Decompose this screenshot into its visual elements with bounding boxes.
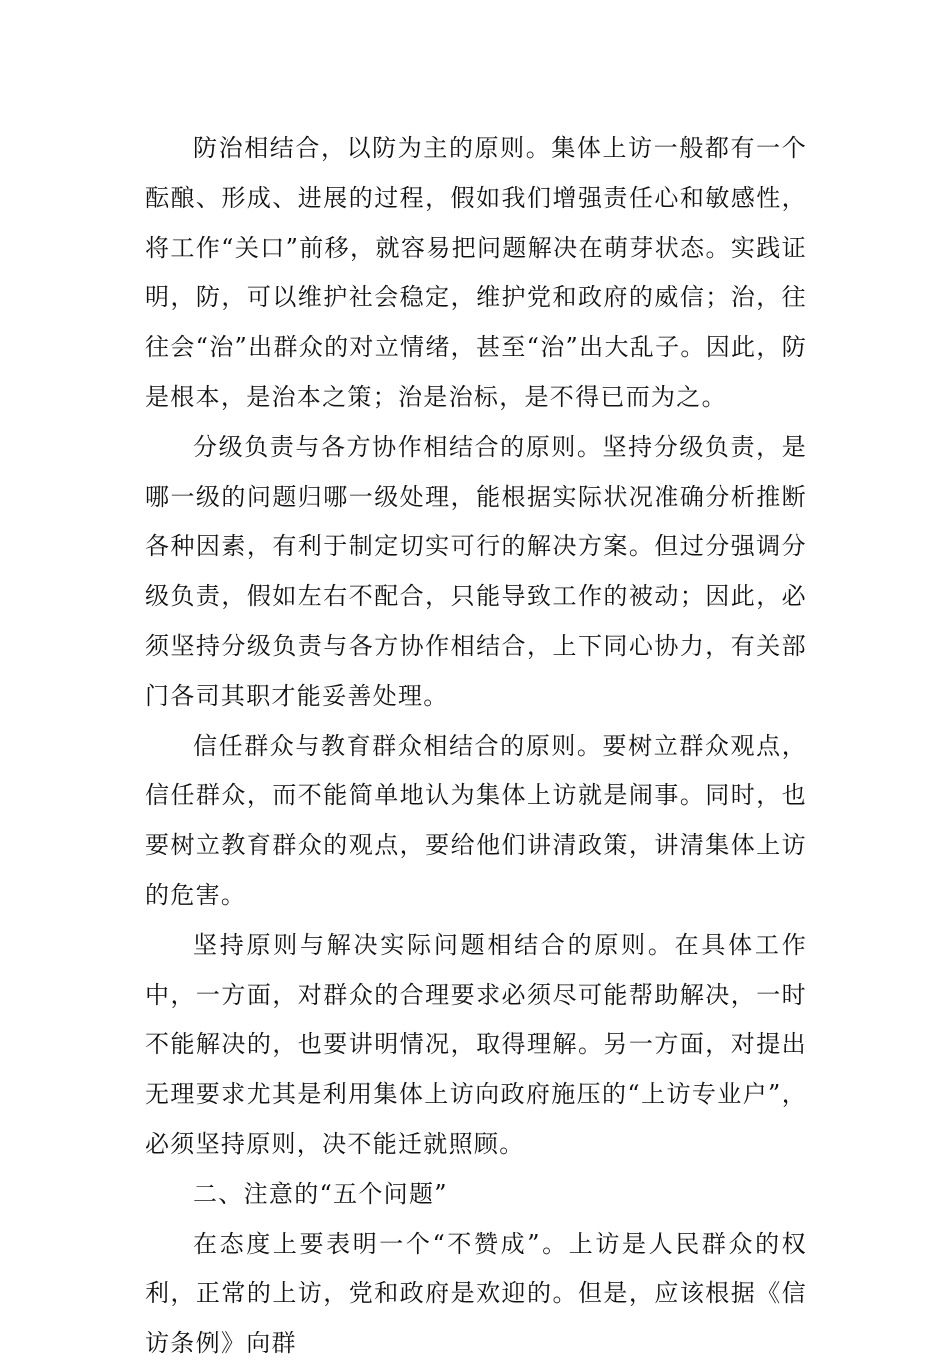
paragraph-attitude: 在态度上要表明一个“不赞成”。上访是人民群众的权利，正常的上访，党和政府是欢迎的。但是，应该根据《信访条例》向群 bbox=[145, 1229, 807, 1358]
paragraph-graded-responsibility-principle: 分级负责与各方协作相结合的原则。坚持分级负责，是哪一级的问题归哪一级处理，能根据实际状况准确分析推断各种因素，有利于制定切实可行的解决方案。但过分强调分级负责，假如左右不配合，只能导致工作的被动；因此，必须坚持分级负责与各方协作相结合，上下同心协力，有关部门各司其职才能妥善处理。 bbox=[145, 432, 807, 710]
section-heading-five-issues: 二、注意的“五个问题” bbox=[193, 1179, 448, 1208]
document-body bbox=[145, 124, 807, 1369]
paragraph-prevention-principle: 防治相结合，以防为主的原则。集体上访一般都有一个酝酿、形成、进展的过程，假如我们增强责任心和敏感性，将工作“关口”前移，就容易把问题解决在萌芽状态。实践证明，防，可以维护社会稳定，维护党和政府的威信；治，往往会“治”出群众的对立情绪，甚至“治”出大乱子。因此，防是根本，是治本之策；治是治标，是不得已而为之。 bbox=[145, 134, 807, 411]
paragraph-trust-education-principle: 信任群众与教育群众相结合的原则。要树立群众观点，信任群众，而不能简单地认为集体上访就是闹事。同时，也要树立教育群众的观点，要给他们讲清政策，讲清集体上访的危害。 bbox=[145, 731, 807, 909]
paragraph-principle-practical-problems: 坚持原则与解决实际问题相结合的原则。在具体工作中，一方面，对群众的合理要求必须尽可能帮助解决，一时不能解决的，也要讲明情况，取得理解。另一方面，对提出无理要求尤其是利用集体上访向政府施压的“上访专业户”，必须坚持原则，决不能迁就照顾。 bbox=[145, 930, 807, 1158]
